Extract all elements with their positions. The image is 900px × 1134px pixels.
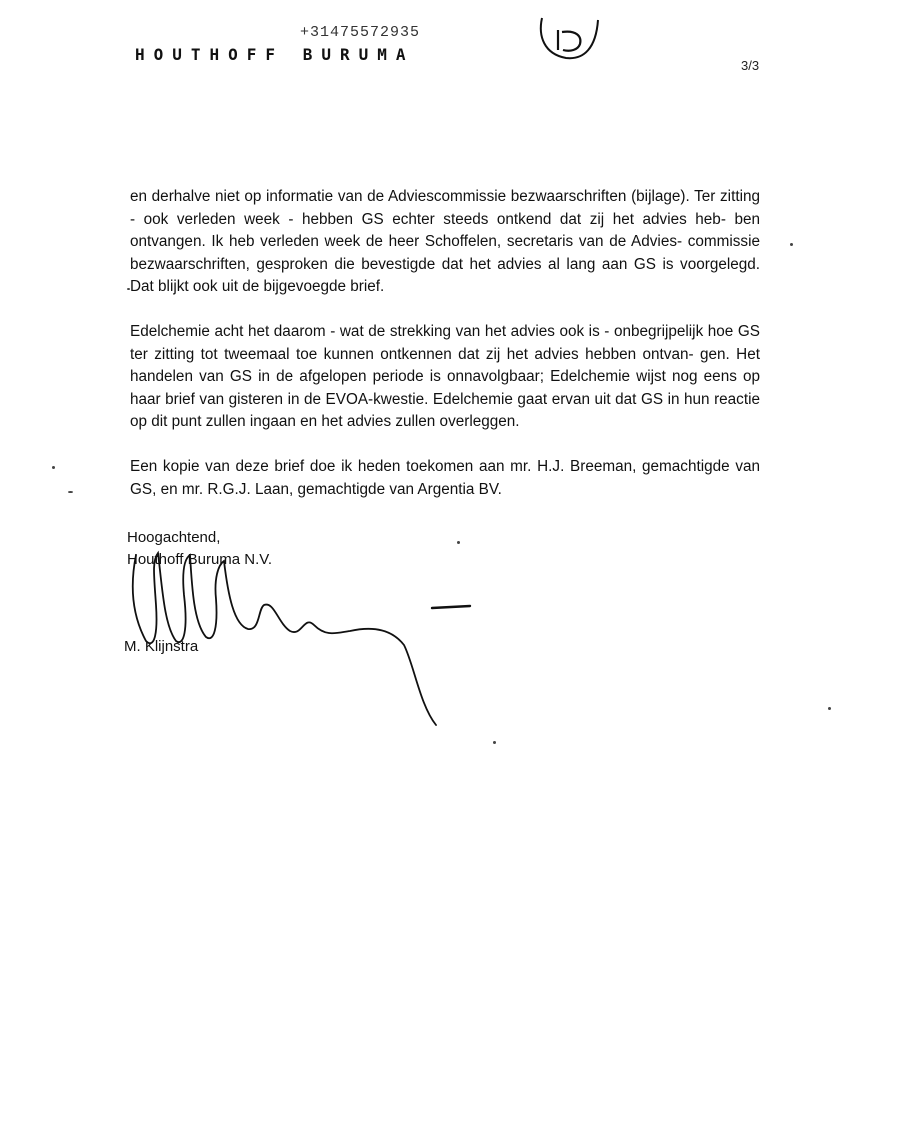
letter-body	[130, 186, 760, 523]
speck	[493, 741, 496, 744]
company-name: Houthoff Buruma N.V.	[127, 551, 273, 568]
paragraph-2: Edelchemie acht het daarom - wat de strekking van het advies ook is - onbegrijpelijk hoe GS ter zitting tot tweemaal toe kunnen ontkennen dat zij het advies hebben ontvan- gen. Het handelen van GS in de afgelopen periode is onnavolgbaar; Edelchemie wijst nog eens op haar brief van gisteren in de EVOA-kwestie. Edelchemie gaat ervan uit dat GS in hun reactie op dit punt zullen ingaan en het advies zullen overleggen.	[130, 322, 760, 431]
salutation: Hoogachtend,	[127, 529, 221, 546]
paragraph-1: en derhalve niet op informatie van de Adviescommissie bezwaarschriften (bijlage). Ter zitting - ook verleden week - hebben GS echter steeds ontkend dat zij het advies heb- ben ontvangen. Ik heb verleden week de heer Schoffelen, secretaris van de Advies- commissie bezwaarschriften, gesproken die bevestigde dat het advies al lang aan GS is voorgelegd. Dat blijkt ook uit de bijgevoegde brief.	[130, 188, 760, 296]
fax-number: +31475572935	[300, 24, 421, 41]
speck	[127, 288, 130, 290]
paragraph-3: Een kopie van deze brief doe ik heden toekomen aan mr. H.J. Breeman, gemachtigde van GS, en mr. R.G.J. Laan, gemachtigde van Argentia BV.	[130, 457, 760, 498]
handwritten-signature	[118, 545, 488, 735]
speck	[828, 707, 831, 710]
speck	[457, 541, 460, 544]
letterhead: HOUTHOFF BURUMA	[135, 45, 415, 64]
speck	[52, 466, 55, 469]
speck	[68, 491, 73, 493]
handwritten-stamp-icon	[536, 14, 604, 66]
speck	[790, 243, 793, 246]
page-number: 3/3	[741, 58, 760, 73]
signer-name: M. Klijnstra	[124, 638, 199, 655]
